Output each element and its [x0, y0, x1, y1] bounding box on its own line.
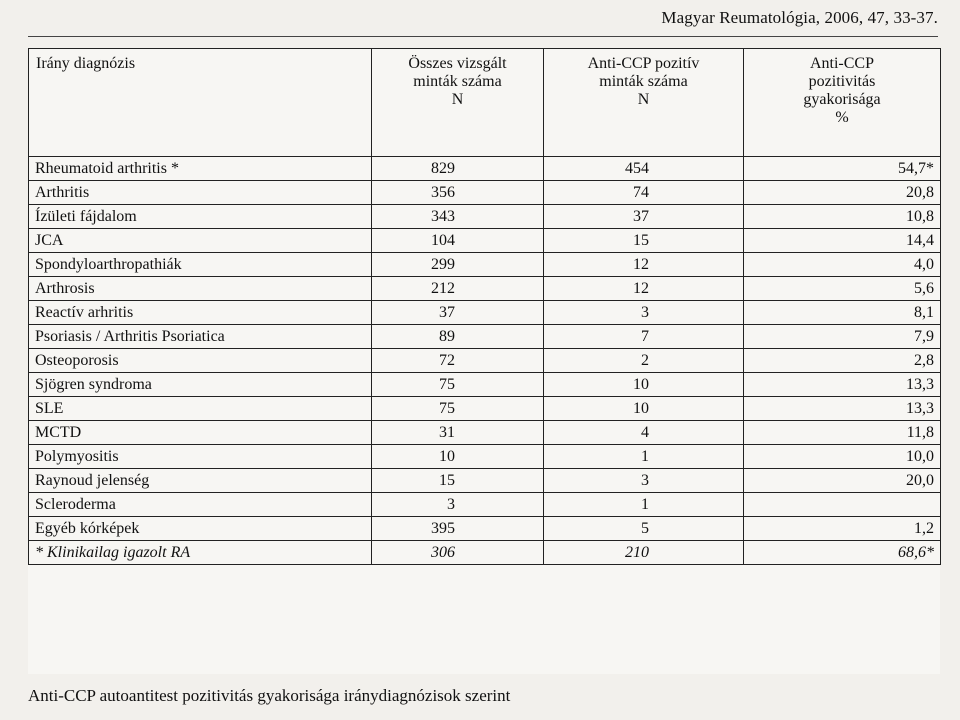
- cell-total: 306: [372, 541, 544, 565]
- header-freq-line4: %: [835, 109, 849, 126]
- table-row: [29, 325, 941, 349]
- table-row: [29, 517, 941, 541]
- header-freq-line3: gyakorisága: [803, 91, 881, 108]
- cell-positive: 10: [544, 397, 744, 421]
- header-positivity-frequency: [744, 49, 941, 157]
- header-total-line3: N: [451, 91, 464, 108]
- header-total-line2: minták száma: [413, 73, 502, 90]
- cell-diagnosis: Arthrosis: [29, 277, 372, 301]
- cell-total: 343: [372, 205, 544, 229]
- cell-diagnosis: Polymyositis: [29, 445, 372, 469]
- results-table-container: [28, 48, 940, 674]
- table-body: [29, 157, 941, 565]
- header-total-samples: [372, 49, 544, 157]
- cell-percent: 11,8: [744, 421, 941, 445]
- header-freq-line2: pozitivitás: [808, 73, 876, 90]
- cell-diagnosis: Arthritis: [29, 181, 372, 205]
- cell-percent: 20,8: [744, 181, 941, 205]
- cell-diagnosis: JCA: [29, 229, 372, 253]
- header-positive-samples: [544, 49, 744, 157]
- cell-positive: 7: [544, 325, 744, 349]
- cell-diagnosis: Raynoud jelenség: [29, 469, 372, 493]
- header-positive-line1: Anti-CCP pozitív: [587, 55, 700, 72]
- cell-percent: 14,4: [744, 229, 941, 253]
- cell-positive: 15: [544, 229, 744, 253]
- cell-positive: 10: [544, 373, 744, 397]
- cell-total: 104: [372, 229, 544, 253]
- header-total-line1: Összes vizsgált: [408, 55, 507, 72]
- table-row: [29, 181, 941, 205]
- header-diagnosis-label: Irány diagnózis: [36, 55, 136, 72]
- cell-total: 356: [372, 181, 544, 205]
- cell-diagnosis: Psoriasis / Arthritis Psoriatica: [29, 325, 372, 349]
- cell-positive: 3: [544, 469, 744, 493]
- table-header-row: [29, 49, 941, 157]
- cell-percent: 2,8: [744, 349, 941, 373]
- cell-percent: 10,0: [744, 445, 941, 469]
- cell-percent: 7,9: [744, 325, 941, 349]
- cell-percent: 68,6*: [744, 541, 941, 565]
- results-table: [28, 48, 941, 565]
- cell-diagnosis: Rheumatoid arthritis *: [29, 157, 372, 181]
- cell-total: 89: [372, 325, 544, 349]
- cell-diagnosis: Sjögren syndroma: [29, 373, 372, 397]
- cell-positive: 4: [544, 421, 744, 445]
- cell-positive: 1: [544, 493, 744, 517]
- table-row: [29, 373, 941, 397]
- table-caption: Anti-CCP autoantitest pozitivitás gyakorisága iránydiagnózisok szerint: [28, 686, 511, 705]
- cell-diagnosis: Reactív arhritis: [29, 301, 372, 325]
- cell-percent: 8,1: [744, 301, 941, 325]
- cell-percent: 54,7*: [744, 157, 941, 181]
- table-row: [29, 421, 941, 445]
- cell-percent: 5,6: [744, 277, 941, 301]
- table-row: [29, 469, 941, 493]
- cell-total: 829: [372, 157, 544, 181]
- cell-total: 31: [372, 421, 544, 445]
- header-freq-line1: Anti-CCP: [809, 55, 874, 72]
- table-row: [29, 301, 941, 325]
- journal-citation: Magyar Reumatológia, 2006, 47, 33-37.: [661, 8, 938, 27]
- cell-positive: 74: [544, 181, 744, 205]
- cell-diagnosis: Egyéb kórképek: [29, 517, 372, 541]
- cell-total: 75: [372, 373, 544, 397]
- cell-total: 37: [372, 301, 544, 325]
- table-row: [29, 253, 941, 277]
- cell-positive: 5: [544, 517, 744, 541]
- cell-percent: 10,8: [744, 205, 941, 229]
- cell-positive: 2: [544, 349, 744, 373]
- table-row: [29, 157, 941, 181]
- table-footer-row: [29, 541, 941, 565]
- cell-positive: 1: [544, 445, 744, 469]
- cell-total: 15: [372, 469, 544, 493]
- top-rule: [28, 36, 938, 37]
- header-positive-line2: minták száma: [599, 73, 688, 90]
- cell-diagnosis: Spondyloarthropathiák: [29, 253, 372, 277]
- cell-positive: 210: [544, 541, 744, 565]
- cell-diagnosis: Ízületi fájdalom: [29, 205, 372, 229]
- cell-percent: 13,3: [744, 397, 941, 421]
- cell-positive: 12: [544, 277, 744, 301]
- table-row: [29, 397, 941, 421]
- cell-diagnosis: * Klinikailag igazolt RA: [29, 541, 372, 565]
- cell-positive: 12: [544, 253, 744, 277]
- table-row: [29, 493, 941, 517]
- table-row: [29, 229, 941, 253]
- cell-positive: 3: [544, 301, 744, 325]
- cell-positive: 37: [544, 205, 744, 229]
- cell-diagnosis: SLE: [29, 397, 372, 421]
- cell-diagnosis: Scleroderma: [29, 493, 372, 517]
- cell-diagnosis: MCTD: [29, 421, 372, 445]
- table-row: [29, 445, 941, 469]
- cell-total: 72: [372, 349, 544, 373]
- cell-total: 3: [372, 493, 544, 517]
- table-row: [29, 277, 941, 301]
- cell-total: 395: [372, 517, 544, 541]
- cell-percent: 13,3: [744, 373, 941, 397]
- cell-total: 10: [372, 445, 544, 469]
- cell-percent: 20,0: [744, 469, 941, 493]
- table-row: [29, 205, 941, 229]
- cell-total: 212: [372, 277, 544, 301]
- cell-total: 75: [372, 397, 544, 421]
- cell-percent: [744, 493, 941, 517]
- cell-diagnosis: Osteoporosis: [29, 349, 372, 373]
- cell-total: 299: [372, 253, 544, 277]
- cell-percent: 4,0: [744, 253, 941, 277]
- cell-percent: 1,2: [744, 517, 941, 541]
- header-positive-line3: N: [637, 91, 650, 108]
- cell-positive: 454: [544, 157, 744, 181]
- header-diagnosis: [29, 49, 372, 157]
- table-row: [29, 349, 941, 373]
